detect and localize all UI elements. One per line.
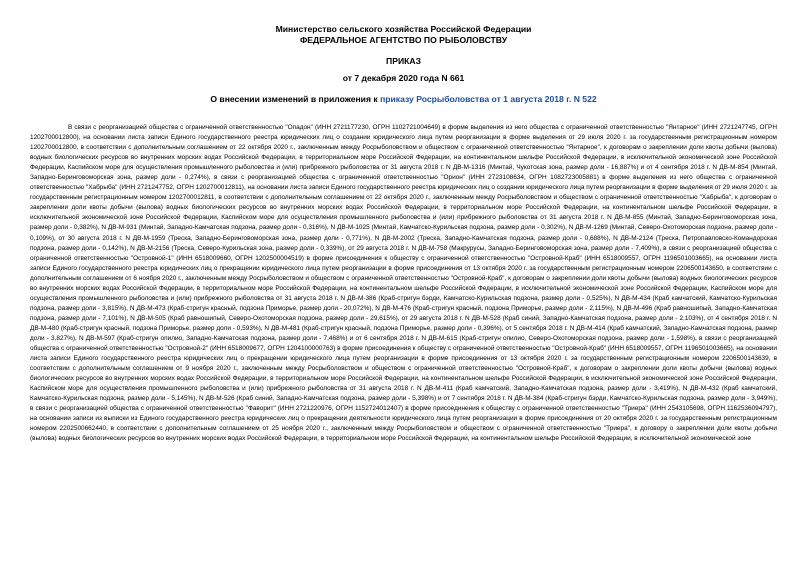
document-title <box>30 94 777 105</box>
title-prefix: О внесении изменений в приложения к <box>210 94 381 104</box>
ministry-name: Министерство сельского хозяйства Российской Федерации <box>275 24 532 34</box>
document-type: ПРИКАЗ <box>386 56 421 66</box>
body-paragraph: В связи с реорганизацией общества с ограниченной ответственностью "Опадон" (ИНН 2721177230, ОГРН 1102721004649) в форме выделения из него общества с ограниченной ответственностью "Янтарное" (ИНН 2721247745, ОГРН 1202700012800), на основании листа записи Единого государственного реестра юридических лиц о создании юридического лица путем реорганизации в форме выделения от 29 июля 2020 г. за государственным регистрационным номером 1202700012800, в соответствии с дополнительным соглашением от 22 октября 2020 г., заключенным между Росрыболовством и обществом с ограниченной ответственностью "Янтарное", к договорам о закреплении доли квоты добычи (вылова) водных биологических ресурсов во внутренних морских водах Российской Федерации, в территориальном море Российской Федерации, на континентальном шельфе Российской Федерации, в исключительной экономической зоне Российской Федерации, Каспийском море для осуществления промышленного рыболовства и (или) прибрежного рыболовства от 31 августа 2018 г. N ДВ-М-1316 (Минтай, Чукотская зона, размер доли - 16,887%) и от 4 сентября 2018 г. N ДВ-М-854 (Минтай, Западно-Беринговоморская зона, размер доли - 0,274%), в связи с реорганизацией общества с ограниченной ответственностью "Орион" (ИНН 2723108634, ОГРН 1082723005881) в форме выделения из него общества с ограниченной ответственностью "Хабрыба" (ИНН 2721247752, ОГРН 1202700012811), на основании листа записи Единого государственного реестра юридических лиц о создании юридического лица путем реорганизации в форме выделения от 29 июля 2020 г. за государственным регистрационным номером 1202700012811, в соответствии с дополнительным соглашением от 22 октября 2020 г., заключенным между Росрыболовством и обществом с ограниченной ответственностью "Хабрыба", к договорам о закреплении доли квоты добычи (вылова) водных биологических ресурсов во внутренних морских водах Российской Федерации, в территориальном море Российской Федерации, на континентальном шельфе Российской Федерации, в исключительной экономической зоне Российской Федерации, Каспийском море для осуществления промышленного рыболовства и (или) прибрежного рыболовства от 31 августа 2018 г. N ДВ-М-855 (Минтай, Западно-Беринговоморская зона, размер доли - 0,382%), N ДВ-М-931 (Минтай, Западно-Камчатская подзона, размер доли - 0,316%), N ДВ-М-1025 (Минтай, Камчатско-Курильская подзона, размер доли - 0,302%), N ДВ-М-1269 (Минтай, Северо-Охотоморская подзона, размер доли - 0,109%), от 30 августа 2018 г. N ДВ-М-1959 (Треска, Западно-Беринговоморская зона, размер доли - 0,771%), N ДВ-М-2002 (Треска, Западно-Камчатская подзона, размер доли - 0,688%), N ДВ-М-2124 (Треска, Петропавловско-Командорская подзона, размер доли - 0,142%), N ДВ-М-2156 (Треска, Северо-Курильская зона, размер доли - 0,339%), от 29 августа 2018 г. N ДВ-М-758 (Макрурусы, Западно-Беринговоморская зона, размер доли - 7,409%), в связи с реорганизацией общества с ограниченной ответственностью "Островной-1" (ИНН 6518009660, ОГРН 1202500004519) в форме присоединения к обществу с ограниченной ответственностью "Островной-Краб" (ИНН 6518009557, ОГРН 1196501003665), на основании листа записи Единого государственного реестра юридических лиц о прекращении юридического лица путем реорганизации в форме присоединения от 13 октября 2020 г. за государственным регистрационным номером 2206500143650, в соответствии с дополнительным соглашением от 6 ноября 2020 г., заключенным между Росрыболовством и обществом с ограниченной ответственностью "Островной-Краб", к договорам о закреплении доли квоты добычи (вылова) водных биологических ресурсов во внутренних морских водах Российской Федерации, в территориальном море Российской Федерации, на континентальном шельфе Российской Федерации, в исключительной экономической зоне Российской Федерации, Каспийском море для осуществления промышленного рыболовства и (или) прибрежного рыболовства от 31 августа 2018 г. N ДВ-М-386 (Краб-стригун бэрди, Камчатско-Курильская подзона, размер доли - 0,525%), N ДВ-М-434 (Краб камчатский, Камчатско-Курильская подзона, размер доли - 3,815%), N ДВ-М-473 (Краб-стригун красный, подзона Приморье, размер доли - 20,072%), N ДВ-М-476 (Краб-стригун красный, подзона Приморье, размер доли - 2,115%), N ДВ-М-496 (Краб равношипый, Западно-Камчатская подзона, размер доли - 7,101%), N ДВ-М-505 (Краб равношипый, Северо-Охотоморская подзона, размер доли - 29,615%), от 29 августа 2018 г. N ДВ-М-528 (Краб синий, Западно-Камчатская подзона, размер доли - 2,103%), от 4 сентября 2018 г. N ДВ-М-480 (Краб-стригун красный, подзона Приморье, размер доли - 0,593%), N ДВ-М-481 (Краб-стригун красный, подзона Приморье, размер доли - 0,396%), от 5 сентября 2018 г. N ДВ-М-414 (Краб камчатский, Западно-Камчатская подзона, размер доли - 3,827%), N ДВ-М-597 (Краб-стригун опилио, Западно-Камчатская подзона, размер доли - 7,468%) и от 6 сентября 2018 г. N ДВ-М-615 (Краб-стригун опилио, Северо-Охотоморская подзона, размер доли - 1,598%), в связи с реорганизацией общества с ограниченной ответственностью "Островной-2" (ИНН 6518009677, ОГРН 1204100000763) в форме присоединения к обществу с ограниченной ответственностью "Островной-Краб" (ИНН 6518009557, ОГРН 1196501003665), на основании листа записи Единого государственного реестра юридических лиц о прекращении юридического лица путем реорганизации в форме присоединения от 13 октября 2020 г. за государственным регистрационным номером 2206500143639, в соответствии с дополнительным соглашением от 9 ноября 2020 г., заключенным между Росрыболовством и обществом с ограниченной ответственностью "Островной-Краб", к договорам о закреплении доли квоты добычи (вылова) водных биологических ресурсов во внутренних морских водах Российской Федерации, в территориальном море Российской Федерации, на континентальном шельфе Российской Федерации, в исключительной экономической зоне Российской Федерации, Каспийском море для осуществления промышленного рыболовства и (или) прибрежного рыболовства от 31 августа 2018 г. N ДВ-М-411 (Краб камчатский, Западно-Камчатская подзона, размер доли - 3,419%), N ДВ-М-432 (Краб камчатский, Камчатско-Курильская подзона, размер доли - 5,145%), N ДВ-М-526 (Краб синий, Западно-Камчатская подзона, размер доли - 5,398%) и от 7 сентября 2018 г. N ДВ-М-384 (Краб-стригун бэрди, Камчатско-Курильская подзона, размер доли - 3,949%), в связи с реорганизацией общества с ограниченной ответственностью "Фаворит" (ИНН 2721220976, ОГРН 1152724012407) в форме присоединения к обществу с ограниченной ответственностью "Триера" (ИНН 2543105698, ОГРН 1162536094797), на основании записи из выписки из Единого государственного реестра юридических лиц о прекращении деятельности юридического лица путем реорганизации в форме присоединения от 20 октября 2020 г. за государственным регистрационным номером 2202500662440, в соответствии с дополнительным соглашением от 25 ноября 2020 г., заключенным между Росрыболовством и обществом с ограниченной ответственностью "Триера", к договору о закреплении доли квоты добычи (вылова) водных биологических ресурсов во внутренних морских водах Российской Федерации, в территориальном море Российской Федерации, на континентальном шельфе Российской Федерации, в исключительной экономической зоне <box>30 124 777 443</box>
order-link[interactable]: приказу Росрыболовства от 1 августа 2018 г. N 522 <box>380 94 597 104</box>
agency-name: ФЕДЕРАЛЬНОЕ АГЕНТСТВО ПО РЫБОЛОВСТВУ <box>299 35 508 45</box>
document-date-number: от 7 декабря 2020 года N 661 <box>342 73 465 83</box>
document-page <box>30 24 777 445</box>
